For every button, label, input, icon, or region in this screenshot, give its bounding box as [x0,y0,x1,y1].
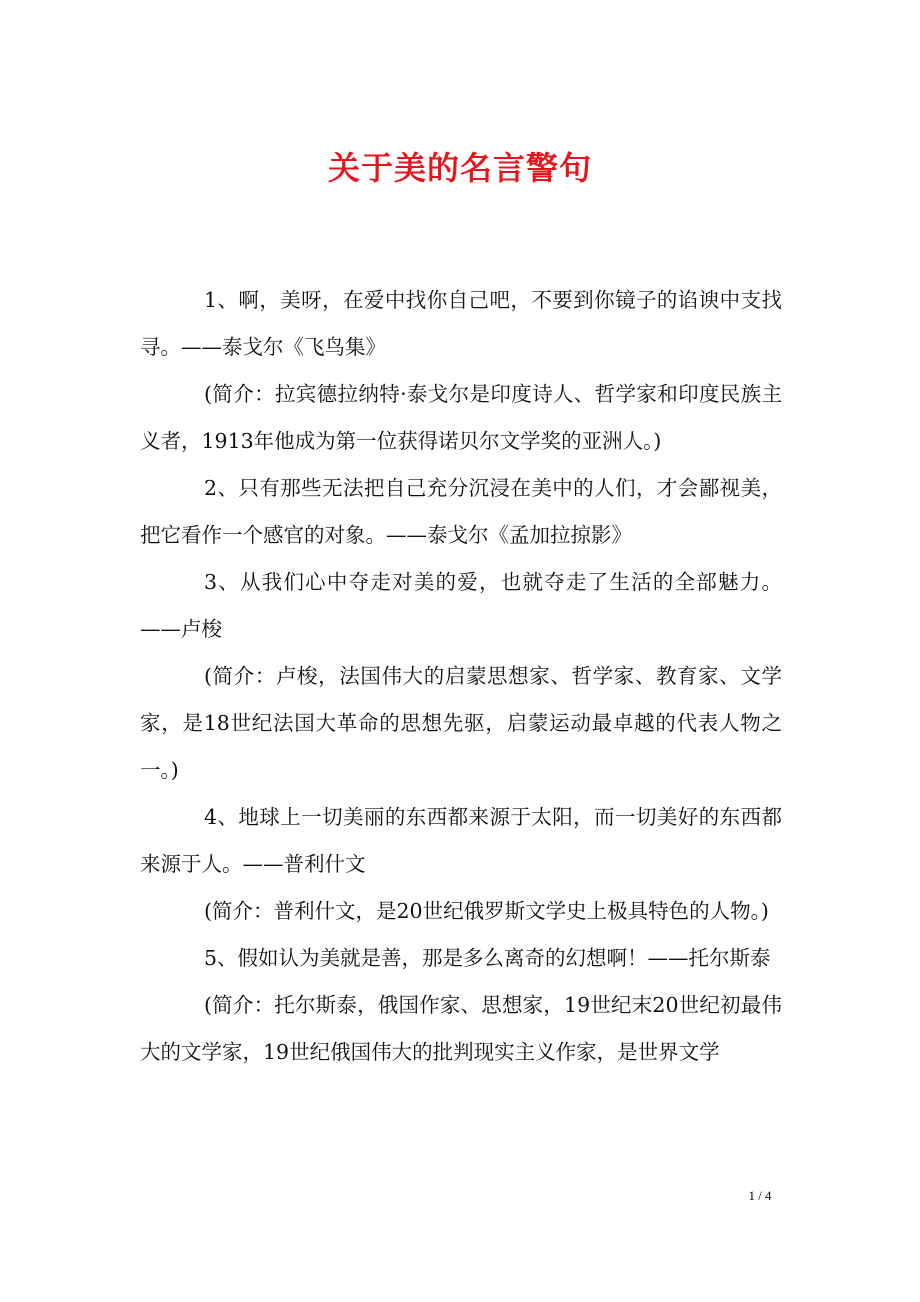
paragraph-intro-1: (简介：拉宾德拉纳特·泰戈尔是印度诗人、哲学家和印度民族主义者，1913年他成为第一位获得诺贝尔文学奖的亚洲人。) [140,382,782,453]
paragraph-intro-3: (简介：卢梭，法国伟大的启蒙思想家、哲学家、教育家、文学家，是18世纪法国大革命的思想先驱，启蒙运动最卓越的代表人物之一。) [140,664,782,782]
paragraph-intro-5: (简介：托尔斯泰，俄国作家、思想家，19世纪末20世纪初最伟大的文学家，19世纪俄国伟大的批判现实主义作家，是世界文学 [140,993,782,1064]
paragraph-quote-3: 3、从我们心中夺走对美的爱，也就夺走了生活的全部魅力。——卢梭 [140,570,782,641]
paragraph-quote-2: 2、只有那些无法把自己充分沉浸在美中的人们，才会鄙视美，把它看作一个感官的对象。——泰戈尔《孟加拉掠影》 [140,476,782,547]
paragraph-intro-4: (简介：普利什文，是20世纪俄罗斯文学史上极具特色的人物。) [204,899,769,923]
paragraph-quote-5: 5、假如认为美就是善，那是多么离奇的幻想啊！——托尔斯泰 [204,946,771,970]
page-number: 1 / 4 [748,1188,772,1203]
paragraph-quote-4: 4、地球上一切美丽的东西都来源于太阳，而一切美好的东西都来源于人。——普利什文 [140,805,782,876]
document-title: 关于美的名言警句 [327,149,592,187]
document-body [140,277,782,1076]
paragraph-quote-1: 1、啊，美呀，在爱中找你自己吧，不要到你镜子的谄谀中支找寻。——泰戈尔《飞鸟集》 [140,288,782,359]
